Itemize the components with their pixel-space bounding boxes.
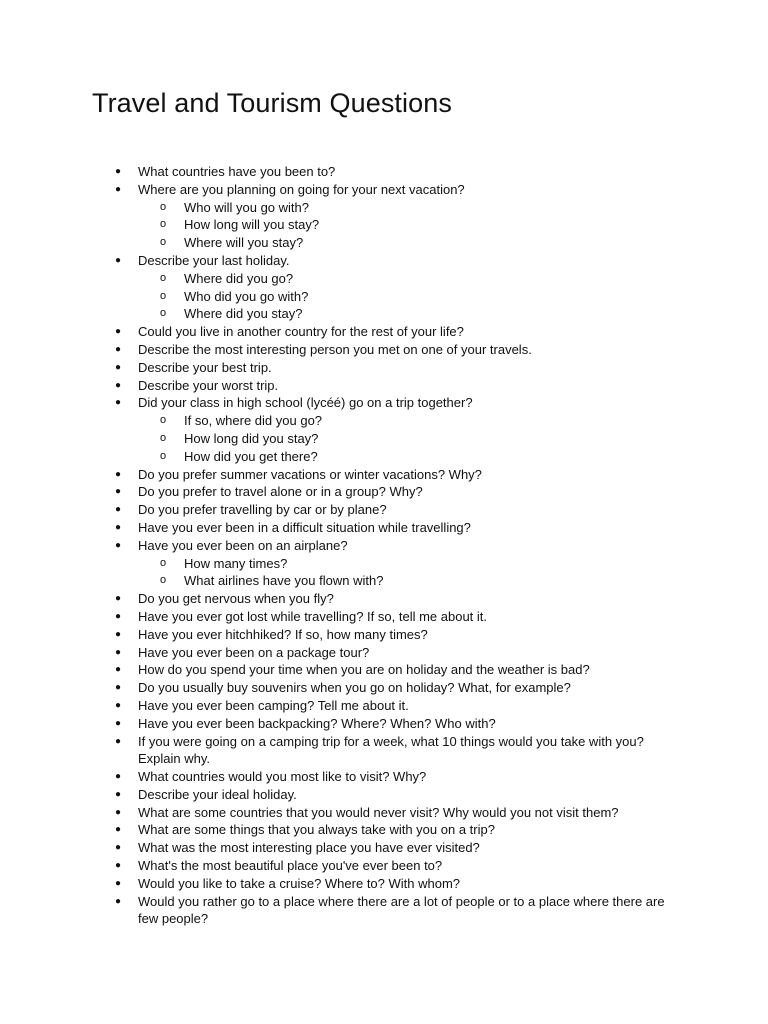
circle-bullet-icon: o [160,307,167,320]
question-text: Do you prefer to travel alone or in a group? Why? [138,484,423,500]
question-item [0,893,768,929]
circle-bullet-icon: o [160,236,167,249]
bullet-icon: ● [115,254,122,266]
question-item [0,323,768,341]
question-text: Have you ever got lost while travelling? If so, tell me about it. [138,608,488,624]
sub-question-item [0,270,768,288]
bullet-icon: ● [115,806,122,818]
question-text: Describe your last holiday. [138,252,290,268]
question-text: How do you spend your time when you are on holiday and the weather is bad? [138,662,590,678]
sub-question-text: If so, where did you go? [184,413,323,429]
sub-question-item [0,412,768,430]
question-item [0,341,768,359]
question-item [0,590,768,608]
question-text: Did your class in high school (lycéé) go on a trip together? [138,395,473,411]
bullet-icon: ● [115,717,122,729]
bullet-icon: ● [115,326,122,338]
bullet-icon: ● [115,468,122,480]
question-text: What are some countries that you would never visit? Why would you not visit them? [138,804,619,820]
question-text: Do you get nervous when you fly? [138,591,334,607]
bullet-icon: ● [115,735,122,747]
question-text: What are some things that you always take with you on a trip? [138,822,495,838]
question-text: Have you ever been camping? Tell me about it. [138,697,409,713]
question-text: What countries would you most like to visit? Why? [138,769,427,785]
bullet-icon: ● [115,771,122,783]
question-item [0,804,768,822]
bullet-icon: ● [115,610,122,622]
question-item [0,519,768,537]
question-item [0,163,768,181]
sub-question-item [0,234,768,252]
bullet-icon: ● [115,788,122,800]
question-item [0,181,768,199]
question-text: If you were going on a camping trip for a week, what 10 things would you take with you? Explain why. [138,733,644,767]
bullet-icon: ● [115,593,122,605]
question-item [0,483,768,501]
sub-question-text: How long did you stay? [184,430,319,446]
sub-question-item [0,430,768,448]
sub-question-text: How many times? [184,555,288,571]
circle-bullet-icon: o [160,200,167,213]
circle-bullet-icon: o [160,431,167,444]
bullet-icon: ● [115,166,122,177]
bullet-icon: ● [115,664,122,676]
bullet-icon: ● [115,824,122,836]
question-text: Describe the most interesting person you met on one of your travels. [138,341,532,357]
circle-bullet-icon: o [160,556,167,569]
question-item [0,466,768,484]
sub-question-text: Where did you stay? [184,306,303,322]
question-item [0,821,768,839]
sub-question-item [0,199,768,217]
question-item [0,715,768,733]
bullet-icon: ● [115,860,122,872]
bullet-icon: ● [115,646,122,658]
bullet-icon: ● [115,682,122,694]
question-item [0,359,768,377]
question-text: Do you prefer travelling by car or by plane? [138,502,387,518]
question-item [0,679,768,697]
circle-bullet-icon: o [160,218,167,231]
question-item [0,839,768,857]
question-text: What countries have you been to? [138,164,336,179]
sub-question-item [0,448,768,466]
circle-bullet-icon: o [160,449,167,462]
sub-question-item [0,572,768,590]
sub-question-text: How long will you stay? [184,217,320,233]
question-text: Could you live in another country for the rest of your life? [138,324,464,340]
bullet-icon: ● [115,486,122,498]
sub-question-text: Where did you go? [184,270,294,286]
question-item [0,768,768,786]
question-text: Do you prefer summer vacations or winter vacations? Why? [138,466,482,482]
bullet-icon: ● [115,628,122,640]
question-item [0,786,768,804]
circle-bullet-icon: o [160,271,167,284]
question-text: Do you usually buy souvenirs when you go on holiday? What, for example? [138,680,571,696]
bullet-icon: ● [115,361,122,373]
bullet-icon: ● [115,379,122,391]
bullet-icon: ● [115,842,122,854]
question-text: Would you like to take a cruise? Where to? With whom? [138,875,461,891]
sub-question-item [0,555,768,573]
question-text: Have you ever hitchhiked? If so, how many times? [138,626,428,642]
sub-question-item [0,305,768,323]
question-text: What was the most interesting place you have ever visited? [138,840,480,856]
question-item [0,626,768,644]
sub-question-text: What airlines have you flown with? [184,573,384,589]
question-item [0,697,768,715]
question-item [0,733,768,769]
question-text: Describe your best trip. [138,359,272,375]
question-text: Where are you planning on going for your next vacation? [138,181,465,197]
question-item [0,875,768,893]
sub-question-item [0,288,768,306]
question-item [0,252,768,270]
bullet-icon: ● [115,895,122,907]
question-text: Have you ever been backpacking? Where? When? Who with? [138,715,496,731]
question-item [0,608,768,626]
bullet-icon: ● [115,397,122,409]
question-text: Describe your ideal holiday. [138,786,297,802]
question-item [0,857,768,875]
question-text: What's the most beautiful place you've ever been to? [138,858,443,874]
sub-question-text: Who did you go with? [184,288,309,304]
question-text: Have you ever been on an airplane? [138,537,348,553]
question-item [0,377,768,395]
sub-question-text: Who will you go with? [184,199,309,215]
question-list [0,163,768,928]
question-item [0,394,768,412]
question-item [0,501,768,519]
circle-bullet-icon: o [160,574,167,587]
sub-question-item [0,216,768,234]
bullet-icon: ● [115,183,122,195]
page-title: Travel and Tourism Questions [92,88,452,118]
sub-question-text: Where will you stay? [184,235,304,251]
sub-question-text: How did you get there? [184,448,318,464]
question-text: Describe your worst trip. [138,377,279,393]
circle-bullet-icon: o [160,289,167,302]
question-text: Would you rather go to a place where there are a lot of people or to a place where there are few people? [138,893,665,927]
question-text: Have you ever been in a difficult situation while travelling? [138,519,471,535]
question-item [0,644,768,662]
bullet-icon: ● [115,699,122,711]
circle-bullet-icon: o [160,414,167,427]
bullet-icon: ● [115,504,122,516]
bullet-icon: ● [115,343,122,355]
bullet-icon: ● [115,521,122,533]
question-item [0,661,768,679]
question-text: Have you ever been on a package tour? [138,644,370,660]
bullet-icon: ● [115,877,122,889]
question-item [0,537,768,555]
bullet-icon: ● [115,539,122,551]
